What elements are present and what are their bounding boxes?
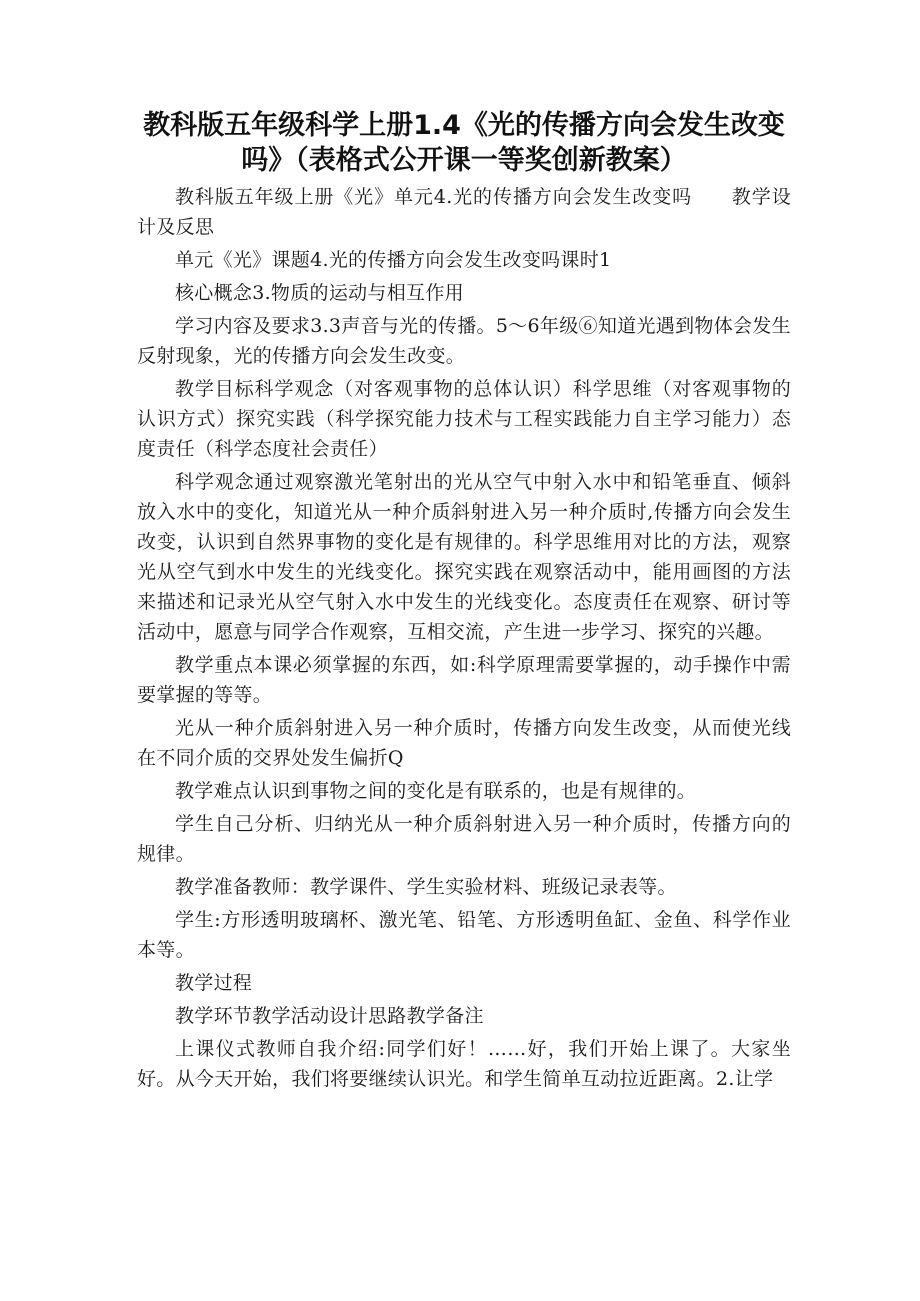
document-page [137, 108, 791, 1097]
paragraph-class-opening: 上课仪式教师自我介绍:同学们好！……好，我们开始上课了。大家坐好。从今天开始，我们将要继续认识光。和学生简单互动拉近距离。2.让学 [137, 1038, 791, 1090]
paragraph-science-concept: 科学观念通过观察激光笔射出的光从空气中射入水中和铅笔垂直、倾斜放入水中的变化，知道光从一种介质斜射进入另一种介质时,传播方向会发生改变，认识到自然界事物的变化是有规律的。科学思维用对比的方法，观察光从空气到水中发生的光线变化。探究实践在观察活动中，能用画图的方法来描述和记录光从空气射入水中发生的光线变化。态度责任在观察、研讨等活动中，愿意与同学合作观察，互相交流，产生进一步学习、探究的兴趣。 [137, 471, 791, 643]
paragraph-refraction: 光从一种介质斜射进入另一种介质时，传播方向发生改变，从而使光线在不同介质的交界处发生偏折Q [137, 717, 791, 769]
paragraph-difficulty: 教学难点认识到事物之间的变化是有联系的，也是有规律的。 [175, 780, 697, 802]
document-title [137, 108, 791, 178]
paragraph-intro: 教科版五年级上册《光》单元4.光的传播方向会发生改变吗 教学设计及反思 [137, 186, 791, 238]
paragraph-student-prep: 学生:方形透明玻璃杯、激光笔、铅笔、方形透明鱼缸、金鱼、科学作业本等。 [137, 909, 791, 961]
paragraph-table-header: 教学环节教学活动设计思路教学备注 [175, 1005, 484, 1027]
paragraph-key-points: 教学重点本课必须掌握的东西，如:科学原理需要掌握的，动手操作中需要掌握的等等。 [137, 654, 791, 706]
title-line-2: 吗》（表格式公开课一等奖创新教案） [241, 145, 687, 176]
paragraph-core-concept: 核心概念3.物质的运动与相互作用 [175, 282, 464, 304]
paragraph-unit: 单元《光》课题4.光的传播方向会发生改变吗课时1 [175, 249, 612, 271]
paragraph-teaching-goals: 教学目标科学观念（对客观事物的总体认识）科学思维（对客观事物的认识方式）探究实践（科学探究能力技术与工程实践能力自主学习能力）态度责任（科学态度社会责任） [137, 378, 791, 460]
paragraph-teacher-prep: 教学准备教师：教学课件、学生实验材料、班级记录表等。 [175, 876, 677, 898]
title-line-1: 教科版五年级科学上册1.4《光的传播方向会发生改变 [143, 110, 785, 141]
paragraph-process-heading: 教学过程 [175, 972, 253, 994]
paragraph-learning-content: 学习内容及要求3.3声音与光的传播。5〜6年级⑥知道光遇到物体会发生反射现象，光的传播方向会发生改变。 [137, 315, 791, 367]
paragraph-student-analysis: 学生自己分析、归纳光从一种介质斜射进入另一种介质时，传播方向的规律。 [137, 813, 791, 865]
